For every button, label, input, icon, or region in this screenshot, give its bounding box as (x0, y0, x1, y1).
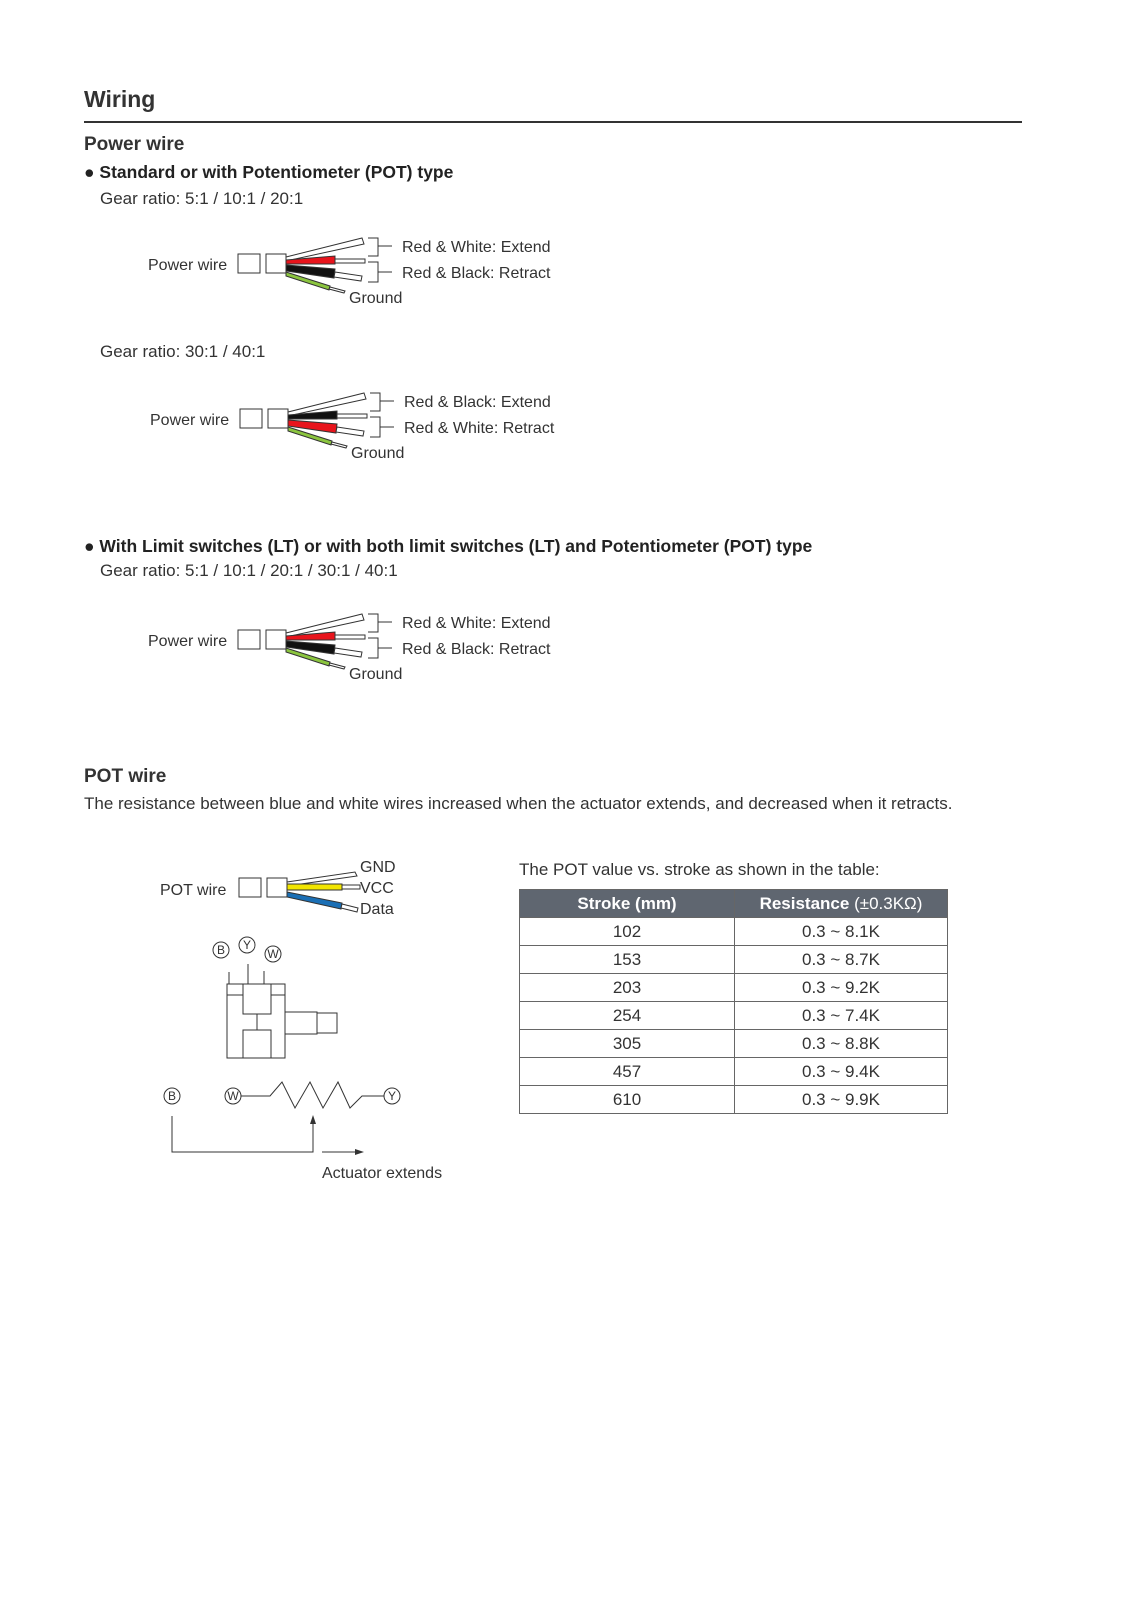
data-label: Data (360, 901, 394, 918)
resistance-cell: 0.3 ~ 9.4K (735, 1058, 948, 1086)
page-title: Wiring (84, 86, 156, 112)
table-row (520, 1030, 948, 1058)
terminal-w: W (227, 1089, 239, 1103)
gnd-label: GND (360, 859, 396, 876)
power-wire-label: Power wire (150, 412, 230, 429)
actuator-extends-label: Actuator extends (322, 1165, 443, 1182)
stroke-cell: 102 (520, 918, 735, 946)
title-divider (84, 121, 1022, 123)
power-wire-diagram-1 (140, 230, 560, 315)
stroke-cell: 305 (520, 1030, 735, 1058)
vcc-label: VCC (360, 880, 394, 897)
terminal-b: B (167, 1089, 177, 1103)
stroke-cell: 203 (520, 974, 735, 1002)
header-stroke: Stroke (mm) (520, 890, 735, 918)
gear-ratio-3: Gear ratio: 5:1 / 10:1 / 20:1 / 30:1 / 40:1 (100, 561, 398, 580)
pot-diagram (150, 850, 460, 1190)
retract-label: Red & White: Retract (404, 420, 555, 437)
table-row (520, 918, 948, 946)
gear-ratio-1: Gear ratio: 5:1 / 10:1 / 20:1 (100, 189, 304, 208)
pin-w: W (267, 947, 279, 961)
gear-ratio-2: Gear ratio: 30:1 / 40:1 (100, 342, 266, 361)
table-row (520, 974, 948, 1002)
power-heading: Power wire (84, 134, 185, 155)
resistance-cell: 0.3 ~ 8.1K (735, 918, 948, 946)
ground-label: Ground (349, 290, 403, 307)
extend-label: Red & White: Extend (402, 615, 551, 632)
bullet-standard: ● Standard or with Potentiometer (POT) type (84, 162, 454, 182)
table-caption: The POT value vs. stroke as shown in the table: (519, 860, 880, 879)
power-wire-diagram-3 (140, 606, 560, 691)
bullet-limit: ● With Limit switches (LT) or with both limit switches (LT) and Potentiometer (POT) type (84, 536, 813, 556)
pin-y: Y (242, 938, 252, 952)
retract-label: Red & Black: Retract (402, 265, 551, 282)
resistance-cell: 0.3 ~ 9.9K (735, 1086, 948, 1114)
pot-description: The resistance between blue and white wires increased when the actuator extends, and decreased when it retracts. (84, 794, 953, 813)
resistance-cell: 0.3 ~ 9.2K (735, 974, 948, 1002)
pin-b: B (216, 943, 226, 957)
retract-label: Red & Black: Retract (402, 641, 551, 658)
terminal-y: Y (387, 1089, 397, 1103)
extend-label: Red & Black: Extend (404, 394, 551, 411)
pot-table (519, 889, 948, 1114)
table-row (520, 946, 948, 974)
pot-heading: POT wire (84, 766, 167, 787)
table-row (520, 1002, 948, 1030)
resistance-cell: 0.3 ~ 8.8K (735, 1030, 948, 1058)
stroke-cell: 610 (520, 1086, 735, 1114)
table-row (520, 1058, 948, 1086)
resistance-cell: 0.3 ~ 7.4K (735, 1002, 948, 1030)
stroke-cell: 457 (520, 1058, 735, 1086)
stroke-cell: 153 (520, 946, 735, 974)
stroke-cell: 254 (520, 1002, 735, 1030)
power-wire-diagram-2 (142, 385, 562, 470)
pot-wire-label: POT wire (160, 882, 227, 899)
table-row (520, 1086, 948, 1114)
header-resistance: Resistance (±0.3KΩ) (735, 890, 948, 918)
power-wire-label: Power wire (148, 633, 228, 650)
extend-label: Red & White: Extend (402, 239, 551, 256)
ground-label: Ground (349, 666, 403, 683)
resistance-cell: 0.3 ~ 8.7K (735, 946, 948, 974)
ground-label: Ground (351, 445, 405, 462)
power-wire-label: Power wire (148, 257, 228, 274)
